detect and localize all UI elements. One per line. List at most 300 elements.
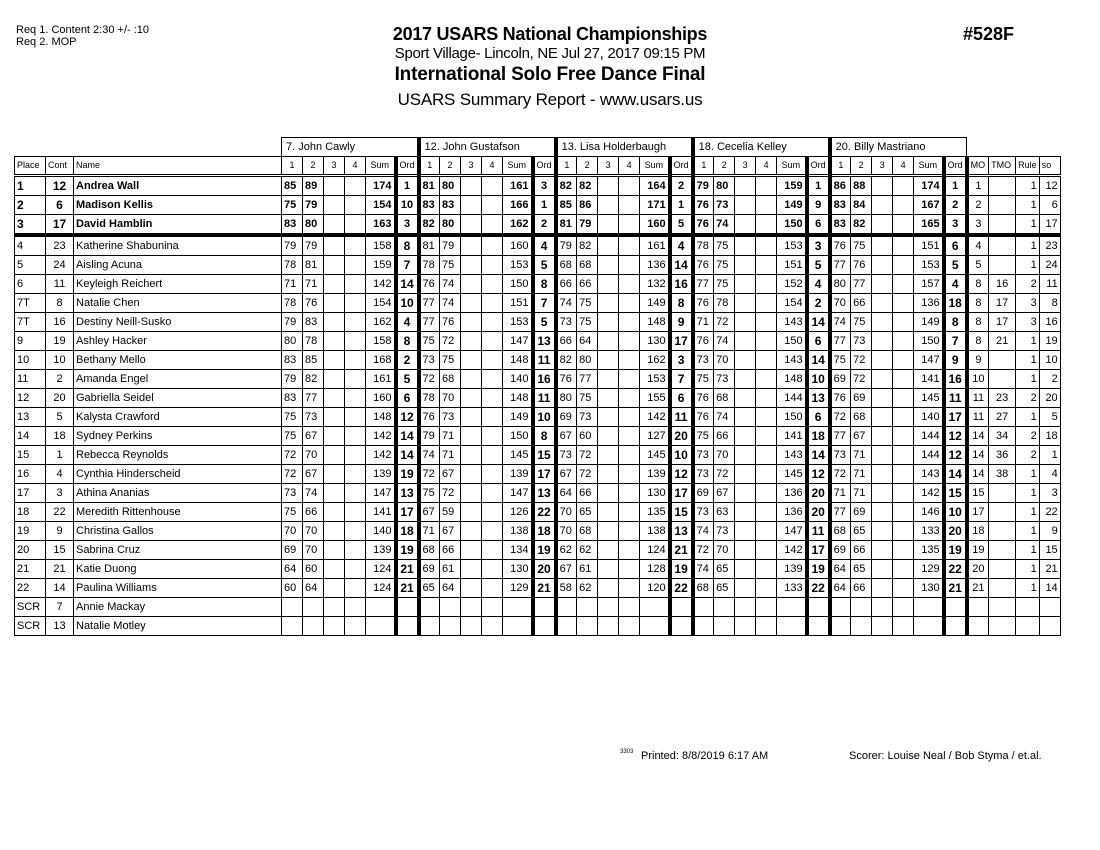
score-3-cell [872, 294, 893, 313]
skater-name-cell: Aisling Acuna [74, 256, 282, 275]
score-3-cell [324, 294, 345, 313]
ordinal-cell: 6 [807, 408, 830, 427]
ordinal-cell: 3 [807, 235, 830, 256]
ordinal-cell: 8 [670, 294, 693, 313]
sum-cell: 149 [777, 196, 807, 215]
score-3-cell [598, 256, 619, 275]
score-3-cell [598, 196, 619, 215]
judge-name-5: 20. Billy Mastriano [830, 138, 967, 157]
table-row [15, 215, 1061, 236]
score-1-cell: 77 [419, 294, 440, 313]
start-order-cell: 21 [1039, 560, 1060, 579]
score-2-cell: 70 [303, 446, 324, 465]
score-1-cell: 77 [419, 313, 440, 332]
score-2-cell: 75 [440, 351, 461, 370]
results-table [14, 137, 1061, 636]
score-3-cell [324, 332, 345, 351]
score-1-cell: 69 [556, 408, 577, 427]
sum-cell: 148 [503, 351, 533, 370]
majority-ordinal-cell: 14 [967, 427, 989, 446]
score-3-cell [735, 427, 756, 446]
score-1-cell: 83 [282, 215, 303, 236]
score-1-cell: 72 [282, 465, 303, 484]
sum-cell: 142 [366, 446, 396, 465]
score-1-cell: 67 [556, 560, 577, 579]
col-header-judge2-1: 1 [419, 157, 440, 176]
score-1-cell: 76 [556, 370, 577, 389]
contestant-number-cell: 5 [46, 408, 74, 427]
table-row [15, 579, 1061, 598]
ordinal-cell: 5 [533, 256, 556, 275]
score-2-cell: 85 [303, 351, 324, 370]
score-3-cell [598, 427, 619, 446]
sum-cell: 138 [640, 522, 670, 541]
score-3-cell [872, 522, 893, 541]
score-4-cell [756, 370, 777, 389]
score-2-cell: 65 [577, 503, 598, 522]
start-order-cell: 12 [1039, 176, 1060, 196]
score-2-cell: 82 [577, 235, 598, 256]
score-2-cell: 68 [577, 256, 598, 275]
score-1-cell: 73 [693, 465, 714, 484]
score-4-cell [893, 522, 914, 541]
sum-cell: 141 [366, 503, 396, 522]
score-4-cell [619, 275, 640, 294]
score-2-cell: 80 [577, 351, 598, 370]
ordinal-cell: 1 [807, 176, 830, 196]
score-2-cell: 74 [303, 484, 324, 503]
judge-header-row [15, 138, 1061, 157]
score-4-cell [893, 196, 914, 215]
ordinal-cell: 14 [396, 275, 419, 294]
ordinal-cell: 16 [533, 370, 556, 389]
col-header-mo: MO [967, 157, 989, 176]
score-1-cell: 72 [693, 541, 714, 560]
ordinal-cell: 1 [944, 176, 967, 196]
score-4-cell [345, 408, 366, 427]
score-1-cell: 76 [419, 408, 440, 427]
score-4-cell [893, 579, 914, 598]
judge-name-2: 12. John Gustafson [419, 138, 556, 157]
majority-ordinal-cell: 10 [967, 370, 989, 389]
sum-cell: 142 [914, 484, 944, 503]
score-4-cell [345, 370, 366, 389]
sum-cell: 145 [640, 446, 670, 465]
score-2-cell: 67 [851, 427, 872, 446]
score-2-cell: 72 [714, 465, 735, 484]
score-2-cell: 83 [440, 196, 461, 215]
col-header-judge2-sum: Sum [503, 157, 533, 176]
score-2-cell: 70 [440, 389, 461, 408]
sum-cell: 140 [914, 408, 944, 427]
col-header-place: Place [15, 157, 46, 176]
table-row [15, 465, 1061, 484]
score-4-cell [619, 560, 640, 579]
score-2-cell: 68 [851, 408, 872, 427]
score-3-cell [872, 484, 893, 503]
sum-cell: 165 [914, 215, 944, 236]
table-row [15, 522, 1061, 541]
score-3-cell [324, 176, 345, 196]
score-3-cell [324, 313, 345, 332]
sum-cell: 164 [640, 176, 670, 196]
score-4-cell [482, 427, 503, 446]
score-1-cell: 60 [282, 579, 303, 598]
score-1-cell: 82 [556, 351, 577, 370]
printed-timestamp: Printed: 8/8/2019 6:17 AM [641, 750, 769, 762]
contestant-number-cell: 20 [46, 389, 74, 408]
score-2-cell: 72 [440, 332, 461, 351]
col-header-judge4-1: 1 [693, 157, 714, 176]
sum-cell [777, 598, 807, 617]
ordinal-cell: 10 [807, 370, 830, 389]
sum-cell: 129 [503, 579, 533, 598]
score-2-cell: 66 [303, 503, 324, 522]
sum-cell: 145 [914, 389, 944, 408]
score-4-cell [893, 446, 914, 465]
ordinal-cell: 7 [396, 256, 419, 275]
score-4-cell [619, 427, 640, 446]
sum-cell: 158 [366, 332, 396, 351]
ordinal-cell: 15 [944, 484, 967, 503]
score-4-cell [345, 256, 366, 275]
score-4-cell [345, 522, 366, 541]
score-1-cell: 69 [419, 560, 440, 579]
score-2-cell: 80 [440, 176, 461, 196]
ordinal-cell: 13 [807, 389, 830, 408]
score-2-cell: 86 [577, 196, 598, 215]
score-4-cell [345, 389, 366, 408]
score-1-cell: 76 [693, 389, 714, 408]
score-1-cell: 80 [556, 389, 577, 408]
sum-cell: 161 [640, 235, 670, 256]
score-4-cell [345, 215, 366, 236]
score-2-cell: 78 [714, 294, 735, 313]
score-1-cell: 62 [556, 541, 577, 560]
score-3-cell [872, 313, 893, 332]
sum-cell: 150 [777, 215, 807, 236]
start-order-cell [1039, 598, 1060, 617]
skater-name-cell: Paulina Williams [74, 579, 282, 598]
sum-cell: 128 [640, 560, 670, 579]
score-2-cell: 70 [303, 522, 324, 541]
score-2-cell [303, 598, 324, 617]
score-2-cell: 61 [577, 560, 598, 579]
score-3-cell [461, 503, 482, 522]
table-row [15, 313, 1061, 332]
score-2-cell: 65 [851, 522, 872, 541]
rule-cell: 1 [1016, 176, 1040, 196]
ordinal-cell: 21 [670, 541, 693, 560]
sum-cell [366, 598, 396, 617]
sum-cell: 153 [640, 370, 670, 389]
contestant-number-cell: 19 [46, 332, 74, 351]
requirement-2: Req 2. MOP [16, 36, 77, 48]
score-4-cell [345, 503, 366, 522]
sum-cell: 136 [777, 503, 807, 522]
majority-ordinal-cell: 20 [967, 560, 989, 579]
sum-cell: 147 [366, 484, 396, 503]
col-header-judge4-4: 4 [756, 157, 777, 176]
score-3-cell [872, 617, 893, 636]
score-4-cell [619, 541, 640, 560]
total-majority-ordinal-cell: 16 [989, 275, 1016, 294]
score-1-cell: 71 [830, 484, 851, 503]
majority-ordinal-cell: 14 [967, 446, 989, 465]
score-1-cell: 74 [830, 313, 851, 332]
sum-cell: 174 [366, 176, 396, 196]
start-order-cell: 6 [1039, 196, 1060, 215]
score-4-cell [893, 465, 914, 484]
score-1-cell: 76 [693, 256, 714, 275]
sum-cell: 136 [777, 484, 807, 503]
score-4-cell [756, 275, 777, 294]
score-1-cell: 85 [556, 196, 577, 215]
score-2-cell: 68 [440, 370, 461, 389]
ordinal-cell: 10 [533, 408, 556, 427]
score-4-cell [345, 465, 366, 484]
score-2-cell: 78 [303, 332, 324, 351]
sum-cell [503, 598, 533, 617]
place-cell: 21 [15, 560, 46, 579]
rule-cell [1016, 598, 1040, 617]
sum-cell: 144 [914, 446, 944, 465]
score-4-cell [893, 503, 914, 522]
score-3-cell [598, 446, 619, 465]
score-2-cell: 73 [577, 408, 598, 427]
score-2-cell: 66 [440, 541, 461, 560]
score-4-cell [619, 176, 640, 196]
score-2-cell [851, 598, 872, 617]
table-row [15, 598, 1061, 617]
score-3-cell [735, 389, 756, 408]
score-4-cell [756, 465, 777, 484]
score-3-cell [598, 332, 619, 351]
sum-cell: 130 [640, 332, 670, 351]
score-3-cell [735, 465, 756, 484]
sum-cell: 149 [503, 408, 533, 427]
score-1-cell: 77 [830, 256, 851, 275]
score-1-cell: 74 [556, 294, 577, 313]
score-4-cell [482, 484, 503, 503]
col-header-judge3-4: 4 [619, 157, 640, 176]
score-2-cell: 79 [577, 215, 598, 236]
total-majority-ordinal-cell: 34 [989, 427, 1016, 446]
sum-cell: 162 [503, 215, 533, 236]
score-2-cell: 65 [714, 560, 735, 579]
score-1-cell: 79 [556, 235, 577, 256]
place-cell: 5 [15, 256, 46, 275]
sum-cell [640, 598, 670, 617]
ordinal-cell: 12 [944, 446, 967, 465]
score-1-cell: 67 [556, 427, 577, 446]
score-2-cell: 65 [714, 579, 735, 598]
score-1-cell: 73 [556, 446, 577, 465]
score-2-cell: 75 [714, 235, 735, 256]
ordinal-cell [944, 598, 967, 617]
ordinal-cell: 10 [396, 294, 419, 313]
score-1-cell: 76 [693, 408, 714, 427]
start-order-cell: 9 [1039, 522, 1060, 541]
sum-cell: 139 [366, 465, 396, 484]
score-2-cell: 77 [577, 370, 598, 389]
place-cell: 4 [15, 235, 46, 256]
sum-cell: 149 [640, 294, 670, 313]
ordinal-cell: 10 [670, 446, 693, 465]
ordinal-cell: 14 [396, 446, 419, 465]
sum-cell: 139 [503, 465, 533, 484]
sum-cell: 148 [640, 313, 670, 332]
score-1-cell: 75 [693, 370, 714, 389]
ordinal-cell: 18 [396, 522, 419, 541]
score-2-cell: 75 [577, 294, 598, 313]
score-4-cell [482, 294, 503, 313]
score-2-cell: 60 [303, 560, 324, 579]
score-3-cell [735, 503, 756, 522]
rule-cell: 1 [1016, 408, 1040, 427]
contestant-number-cell: 8 [46, 294, 74, 313]
sum-cell: 150 [503, 427, 533, 446]
score-2-cell: 84 [851, 196, 872, 215]
score-3-cell [872, 176, 893, 196]
score-2-cell: 67 [440, 522, 461, 541]
score-4-cell [482, 215, 503, 236]
score-2-cell: 79 [440, 235, 461, 256]
score-4-cell [893, 370, 914, 389]
sum-cell: 141 [914, 370, 944, 389]
place-cell: 3 [15, 215, 46, 236]
table-row [15, 541, 1061, 560]
score-3-cell [598, 275, 619, 294]
table-row [15, 176, 1061, 196]
score-4-cell [619, 598, 640, 617]
col-header-judge2-4: 4 [482, 157, 503, 176]
sum-cell: 120 [640, 579, 670, 598]
sum-cell: 151 [777, 256, 807, 275]
score-2-cell: 70 [714, 446, 735, 465]
majority-ordinal-cell: 18 [967, 522, 989, 541]
sum-cell [914, 598, 944, 617]
score-4-cell [345, 446, 366, 465]
judge-name-4: 18. Cecelia Kelley [693, 138, 830, 157]
score-3-cell [872, 389, 893, 408]
col-header-judge1-3: 3 [324, 157, 345, 176]
skater-name-cell: Katherine Shabunina [74, 235, 282, 256]
score-3-cell [735, 617, 756, 636]
score-1-cell: 86 [830, 176, 851, 196]
score-3-cell [872, 351, 893, 370]
score-3-cell [872, 275, 893, 294]
ordinal-cell [533, 598, 556, 617]
sum-cell: 147 [777, 522, 807, 541]
col-header-tmo: TMO [989, 157, 1016, 176]
score-4-cell [482, 522, 503, 541]
place-cell: SCR [15, 617, 46, 636]
place-cell: 10 [15, 351, 46, 370]
ordinal-cell: 7 [944, 332, 967, 351]
ordinal-cell: 2 [396, 351, 419, 370]
majority-ordinal-cell: 3 [967, 215, 989, 236]
majority-ordinal-cell: 9 [967, 351, 989, 370]
ordinal-cell: 2 [807, 294, 830, 313]
score-2-cell: 71 [303, 275, 324, 294]
score-3-cell [735, 294, 756, 313]
score-2-cell: 72 [577, 446, 598, 465]
sum-cell: 167 [914, 196, 944, 215]
rule-cell: 1 [1016, 522, 1040, 541]
score-3-cell [598, 503, 619, 522]
score-2-cell: 60 [577, 427, 598, 446]
score-3-cell [598, 370, 619, 389]
ordinal-cell: 4 [396, 313, 419, 332]
score-1-cell: 80 [830, 275, 851, 294]
score-4-cell [482, 446, 503, 465]
table-row [15, 617, 1061, 636]
score-4-cell [482, 332, 503, 351]
sum-cell: 153 [503, 313, 533, 332]
score-2-cell: 75 [851, 313, 872, 332]
venue-datetime: Sport Village- Lincoln, NE Jul 27, 2017 09:15 PM [394, 45, 706, 62]
ordinal-cell: 17 [670, 332, 693, 351]
skater-name-cell: Ashley Hacker [74, 332, 282, 351]
score-1-cell: 73 [556, 313, 577, 332]
majority-ordinal-cell [967, 617, 989, 636]
score-4-cell [619, 235, 640, 256]
score-2-cell: 62 [577, 579, 598, 598]
majority-ordinal-cell: 21 [967, 579, 989, 598]
col-header-judge4-3: 3 [735, 157, 756, 176]
ordinal-cell: 14 [807, 446, 830, 465]
sum-cell: 150 [914, 332, 944, 351]
sum-cell: 139 [640, 465, 670, 484]
score-1-cell: 76 [693, 215, 714, 236]
ordinal-cell: 17 [944, 408, 967, 427]
score-3-cell [872, 598, 893, 617]
start-order-cell: 18 [1039, 427, 1060, 446]
score-1-cell: 83 [830, 215, 851, 236]
score-3-cell [324, 215, 345, 236]
score-1-cell: 73 [693, 351, 714, 370]
score-3-cell [872, 235, 893, 256]
score-3-cell [735, 235, 756, 256]
score-4-cell [482, 235, 503, 256]
score-4-cell [619, 332, 640, 351]
ordinal-cell: 22 [670, 579, 693, 598]
score-3-cell [461, 484, 482, 503]
score-1-cell: 76 [830, 235, 851, 256]
score-3-cell [598, 598, 619, 617]
contestant-number-cell: 7 [46, 598, 74, 617]
score-1-cell: 64 [556, 484, 577, 503]
ordinal-cell: 22 [944, 560, 967, 579]
score-3-cell [461, 522, 482, 541]
score-2-cell: 72 [577, 465, 598, 484]
sum-cell: 148 [503, 389, 533, 408]
ordinal-cell: 19 [670, 560, 693, 579]
rule-cell: 1 [1016, 256, 1040, 275]
score-3-cell [735, 351, 756, 370]
score-4-cell [482, 370, 503, 389]
score-1-cell: 68 [556, 256, 577, 275]
ordinal-cell: 16 [670, 275, 693, 294]
score-1-cell: 78 [693, 235, 714, 256]
score-3-cell [598, 579, 619, 598]
score-4-cell [619, 196, 640, 215]
score-2-cell: 72 [714, 313, 735, 332]
score-2-cell: 66 [851, 294, 872, 313]
score-1-cell [419, 598, 440, 617]
rule-cell: 1 [1016, 465, 1040, 484]
